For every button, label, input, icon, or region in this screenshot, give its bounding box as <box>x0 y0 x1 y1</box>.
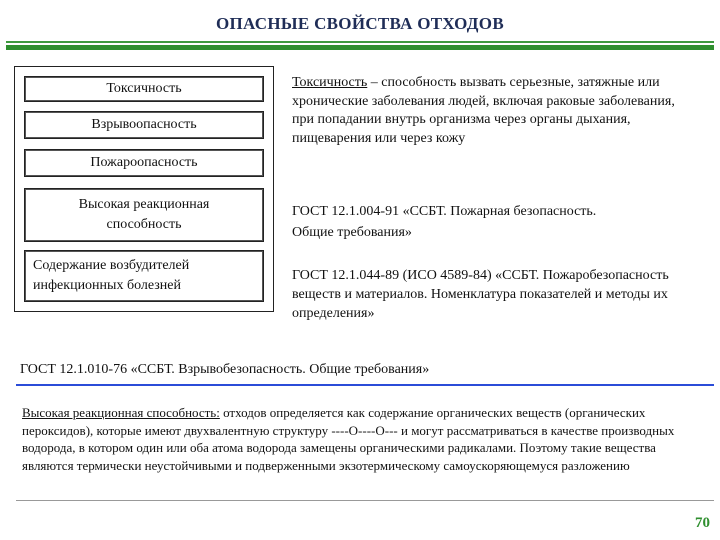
property-infection: Содержание возбудителей инфекционных болезней <box>24 250 264 302</box>
property-toxicity: Токсичность <box>24 76 264 102</box>
property-fire: Пожароопасность <box>24 149 264 177</box>
separator-rule <box>16 384 714 386</box>
page-number: 70 <box>695 515 710 531</box>
reactivity-text: отходов определяется как содержание органических веществ (органических пероксидов), которые имеют двухвалентную структуру ----О----О--- и могут рассматриваться в качестве производных водорода, в котором один или оба атома водорода замещены органическими радикалами. Поэтому такие вещества являются термически неустойчивыми и подверженными экзотермическому самоускоряющемуся разложению <box>22 405 675 473</box>
gost-explosion: ГОСТ 12.1.010-76 «ССБТ. Взрывобезопасность. Общие требования» <box>20 362 430 377</box>
page-title: ОПАСНЫЕ СВОЙСТВА ОТХОДОВ <box>216 14 504 33</box>
toxicity-text: – способность вызвать серьезные, затяжные или хронические заболевания людей, включая раковые заболевания, при попадании внутрь организма через органы дыхания, пищеварения или через кожу <box>292 75 675 146</box>
footer-rule <box>16 500 714 501</box>
reactivity-paragraph <box>22 404 702 474</box>
toxicity-definition <box>292 74 692 148</box>
property-explosion: Взрывоопасность <box>24 111 264 139</box>
gost-fire-substances: ГОСТ 12.1.044-89 (ИСО 4589-84) «ССБТ. Пожаробезопасность веществ и материалов. Номенклатура показателей и методы их определения» <box>292 268 669 321</box>
toxicity-term: Токсичность <box>292 75 368 90</box>
reactivity-term: Высокая реакционная способность: <box>22 405 220 420</box>
header-rule-thick <box>6 45 714 50</box>
property-reactivity: Высокая реакционная способность <box>24 188 264 242</box>
header-rule-thin <box>6 41 714 43</box>
gost-fire: ГОСТ 12.1.004-91 «ССБТ. Пожарная безопасность. Общие требования» <box>292 204 597 240</box>
